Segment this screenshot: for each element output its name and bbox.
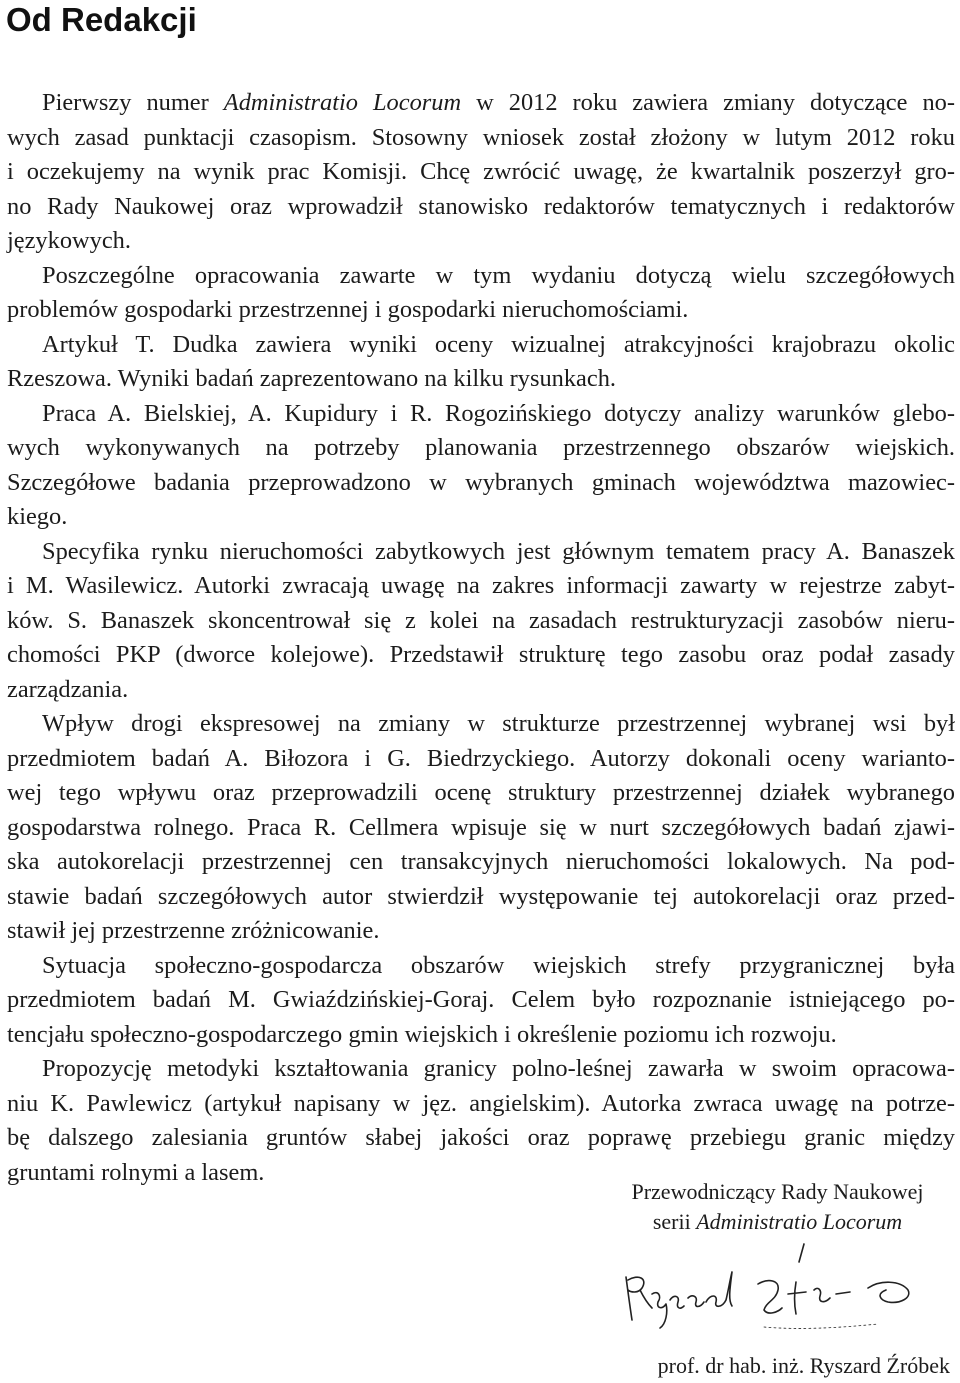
text-line: chomości PKP (dworce kolejowe). Przedstawił strukturę tego zasobu oraz podał zasady [7, 641, 955, 668]
text-line: Poszczególne opracowania zawarte w tym wydaniu dotyczą wielu szczegółowych [42, 261, 955, 289]
text-line: gospodarstwa rolnego. Praca R. Cellmera wpisuje się w nurt szczegółowych badań zjawi- [7, 813, 955, 841]
text-line: ska autokorelacji przestrzennej cen transakcyjnych nieruchomości lokalowych. Na pod- [7, 848, 955, 875]
text-line: problemów gospodarki przestrzennej i gospodarki nieruchomościami. [7, 296, 689, 323]
text-line: Artykuł T. Dudka zawiera wyniki oceny wizualnej atrakcyjności krajobrazu okolic [42, 330, 955, 358]
text-line: wych wykonywanych na potrzeby planowania przestrzennego obszarów wiejskich. [7, 434, 955, 461]
paragraph [7, 328, 955, 397]
text-line: Szczegółowe badania przeprowadzono w wybranych gminach województwa mazowiec- [7, 468, 955, 496]
text-line: gruntami rolnymi a lasem. [7, 1158, 265, 1186]
text-line: przedmiotem badań A. Biłozora i G. Biedrzyckiego. Autorzy dokonali oceny warianto- [7, 744, 955, 772]
paragraph [7, 949, 955, 1053]
page-title: Od Redakcji [6, 1, 197, 38]
editorial-body [7, 86, 955, 1190]
text-line: Pierwszy numer Administratio Locorum w 2012 roku zawiera zmiany dotyczące no- [42, 89, 955, 116]
journal-name: Administratio Locorum [696, 1209, 903, 1234]
text-line: tencjału społeczno-gospodarczego gmin wiejskich i określenie poziomu ich rozwoju. [7, 1020, 837, 1048]
signer-role: Przewodniczący Rady Naukowej [631, 1179, 924, 1204]
text-line: Praca A. Bielskiej, A. Kupidury i R. Rogozińskiego dotyczy analizy warunków glebo- [42, 399, 955, 427]
signature-caption [600, 1177, 955, 1237]
paragraph [7, 259, 955, 328]
text-line: Sytuacja społeczno-gospodarcza obszarów wiejskich strefy przygranicznej była [42, 951, 955, 979]
text-line: i M. Wasilewicz. Autorki zwracają uwagę na zakres informacji zawarty w rejestrze zabyt- [7, 572, 955, 599]
text-line: przedmiotem badań M. Gwiaździńskiej-Goraj. Celem było rozpoznanie istniejącego po- [7, 986, 955, 1013]
text-line: kiego. [7, 503, 68, 530]
text-line: wej tego wpływu oraz przeprowadzili ocenę struktury przestrzennej działek wybranego [7, 779, 955, 806]
text-line: stawie badań szczegółowych autor stwierdził występowanie tej autokorelacji oraz przed- [7, 882, 955, 910]
text-line: Propozycję metodyki kształtowania granicy polno-leśnej zawarła w swoim opracowa- [42, 1055, 955, 1082]
signer-series-prefix: serii [652, 1209, 697, 1234]
text-line: i oczekujemy na wynik prac Komisji. Chcę zwrócić uwagę, że kwartalnik poszerzył gro- [7, 158, 955, 185]
paragraph [7, 707, 955, 949]
paragraph [7, 86, 955, 259]
paragraph [7, 1052, 955, 1190]
text-line: Wpływ drogi ekspresowej na zmiany w strukturze przestrzennej wybranej wsi był [42, 710, 955, 737]
text-line: wych zasad punktacji czasopism. Stosowny wniosek został złożony w lutym 2012 roku [7, 123, 955, 151]
handwritten-signature [618, 1232, 948, 1342]
text-line: Specyfika rynku nieruchomości zabytkowych jest głównym tematem pracy A. Banaszek [42, 537, 955, 565]
text-line: niu K. Pawlewicz (artykuł napisany w jęz. angielskim). Autorka zwraca uwagę na potrze- [7, 1089, 955, 1117]
text-line: językowych. [7, 227, 131, 254]
text-line: Rzeszowa. Wyniki badań zaprezentowano na kilku rysunkach. [7, 365, 616, 392]
signer-name: prof. dr hab. inż. Ryszard Źróbek [657, 1353, 950, 1378]
text-line: bę dalszego zalesiania gruntów słabej jakości oraz poprawę przebiegu granic między [7, 1124, 955, 1151]
text-line: zarządzania. [7, 675, 129, 703]
text-line: stawił jej przestrzenne zróżnicowanie. [7, 917, 380, 944]
text-line: no Rady Naukowej oraz wprowadził stanowisko redaktorów tematycznych i redaktorów [7, 192, 955, 220]
journal-name: Administratio Locorum [223, 89, 462, 116]
paragraph [7, 535, 955, 708]
paragraph [7, 397, 955, 535]
text-line: ków. S. Banaszek skoncentrował się z kolei na zasadach restrukturyzacji zasobów nieru- [7, 606, 955, 634]
